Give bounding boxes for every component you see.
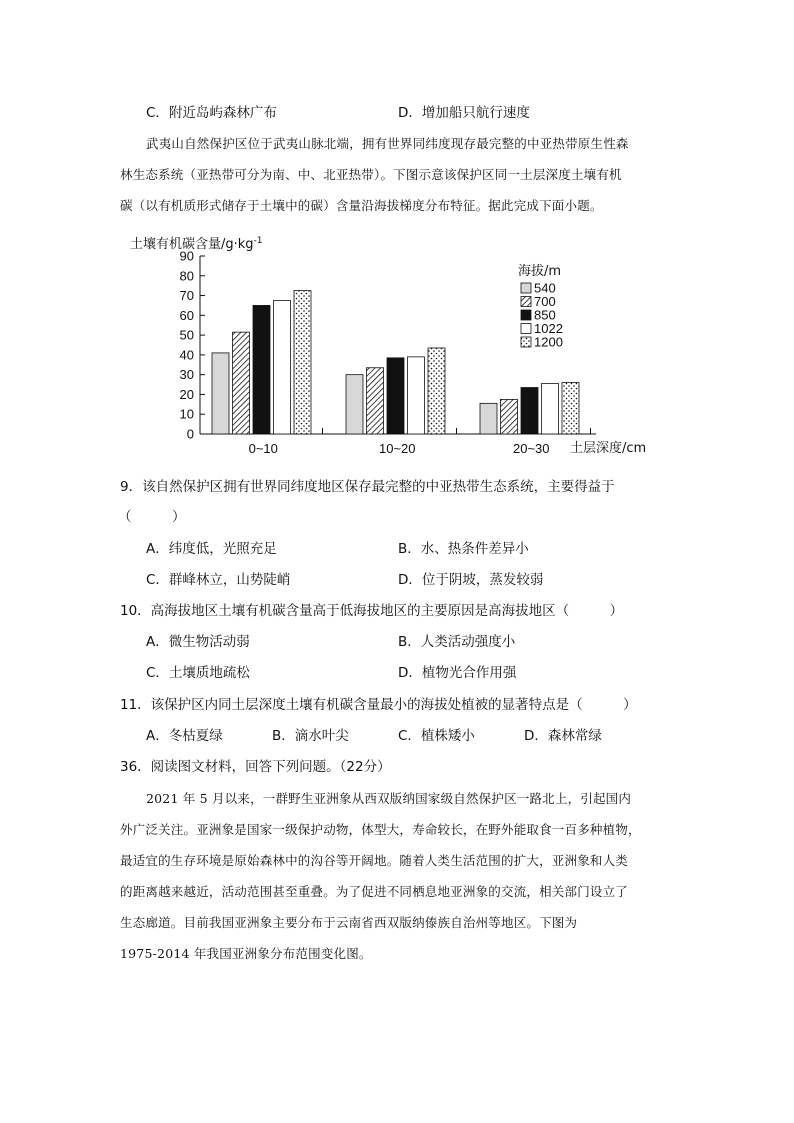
legend-swatch-1022 bbox=[521, 324, 531, 334]
option-d: D．增加船只航行速度 bbox=[398, 105, 530, 121]
legend-label: 540 bbox=[534, 280, 556, 296]
q11-option-c: C．植株矮小 bbox=[398, 728, 475, 744]
q10-option-c: C．土壤质地疏松 bbox=[146, 665, 250, 681]
soil-carbon-bar-chart bbox=[120, 232, 680, 462]
q10-option-b: B．人类活动强度小 bbox=[398, 634, 516, 650]
x-category-label: 20~30 bbox=[512, 441, 550, 456]
y-axis-title: 土壤有机碳含量$/g\cdot kg^{-1}$ bbox=[130, 236, 263, 252]
passage-line: 的距离越来越近，活动范围甚至重叠。为了促进不同栖息地亚洲象的交流，相关部门设立了 bbox=[120, 884, 629, 899]
bar-1200-20~30 bbox=[562, 383, 579, 434]
option-c: C．附近岛屿森林广布 bbox=[146, 105, 277, 121]
y-tick-label: 40 bbox=[179, 347, 194, 363]
passage-line: 碳（以有机质形式储存于土壤中的碳）含量沿海拔梯度分布特征。据此完成下面小题。 bbox=[120, 198, 603, 213]
y-tick-label: 50 bbox=[179, 327, 194, 343]
bar-1200-0~10 bbox=[294, 291, 311, 434]
passage-line: 2021 年 5 月以来，一群野生亚洲象从西双版纳国家级自然保护区一路北上，引起国内 bbox=[146, 791, 632, 806]
legend-swatch-850 bbox=[521, 310, 531, 320]
bar-1022-0~10 bbox=[274, 301, 291, 435]
passage-line: 最适宜的生存环境是原始森林中的沟谷等开阔地。随着人类生活范围的扩大，亚洲象和人类 bbox=[120, 853, 629, 868]
question-9-stem: 9．该自然保护区拥有世界同纬度地区保存最完整的中亚热带生态系统，主要得益于 bbox=[120, 479, 615, 495]
q9-option-d: D．位于阴坡，蒸发较弱 bbox=[398, 572, 544, 588]
legend-swatch-540 bbox=[521, 283, 531, 293]
question-36-stem: 36．阅读图文材料，回答下列问题。（22分） bbox=[120, 759, 391, 775]
legend bbox=[521, 281, 563, 350]
y-tick-label: 90 bbox=[179, 248, 194, 264]
x-category-label: 0~10 bbox=[248, 441, 278, 456]
question-10-stem: 10．高海拔地区土壤有机碳含量高于低海拔地区的主要原因是高海拔地区（ ） bbox=[120, 603, 624, 619]
legend-swatch-1200 bbox=[521, 337, 531, 347]
y-tick-label: 0 bbox=[186, 426, 194, 442]
y-tick-label: 30 bbox=[179, 367, 194, 383]
q11-option-d: D．森林常绿 bbox=[524, 728, 602, 744]
bar-700-0~10 bbox=[233, 332, 250, 434]
y-tick-label: 60 bbox=[179, 307, 194, 323]
bar-540-20~30 bbox=[480, 403, 497, 434]
q9-option-c: C．群峰林立，山势陡峭 bbox=[146, 572, 291, 588]
bar-540-0~10 bbox=[212, 353, 229, 434]
bar-850-20~30 bbox=[521, 388, 538, 434]
passage-line: 外广泛关注。亚洲象是国家一级保护动物，体型大，寿命较长，在野外能取食一百多种植物， bbox=[120, 822, 641, 837]
y-tick-label: 80 bbox=[179, 268, 194, 284]
q10-option-a: A．微生物活动弱 bbox=[146, 634, 250, 650]
bar-700-20~30 bbox=[501, 399, 518, 434]
passage-line: 1975-2014 年我国亚洲象分布范围变化图。 bbox=[120, 946, 372, 961]
question-9-answer-blank: （ ） bbox=[118, 509, 186, 525]
bar-850-0~10 bbox=[253, 305, 270, 434]
q9-option-a: A．纬度低，光照充足 bbox=[146, 541, 277, 557]
bar-1022-20~30 bbox=[542, 384, 559, 434]
bar-850-10~20 bbox=[387, 358, 404, 434]
y-tick-label: 70 bbox=[179, 288, 194, 304]
y-tick-label: 10 bbox=[179, 406, 194, 422]
bar-1022-10~20 bbox=[408, 357, 425, 434]
q10-option-d: D．植物光合作用强 bbox=[398, 665, 517, 681]
q9-option-b: B．水、热条件差异小 bbox=[398, 541, 529, 557]
legend-title: 海拔/m bbox=[518, 264, 562, 279]
passage-line: 武夷山自然保护区位于武夷山脉北端，拥有世界同纬度现存最完整的中亚热带原生性森 bbox=[146, 136, 629, 151]
question-11-stem: 11．该保护区内同土层深度土壤有机碳含量最小的海拔处植被的显著特点是（ ） bbox=[120, 697, 637, 713]
bar-700-10~20 bbox=[367, 368, 384, 434]
legend-label: 1200 bbox=[534, 334, 563, 350]
bar-540-10~20 bbox=[346, 375, 363, 434]
x-category-label: 10~20 bbox=[378, 441, 416, 456]
y-tick-label: 20 bbox=[179, 386, 194, 402]
legend-swatch-700 bbox=[521, 297, 531, 307]
legend-label: 1022 bbox=[534, 321, 563, 336]
x-axis-title: 土层深度/cm bbox=[570, 441, 647, 456]
bar-1200-10~20 bbox=[428, 348, 445, 434]
legend-label: 850 bbox=[534, 307, 556, 323]
q11-option-a: A．冬枯夏绿 bbox=[146, 728, 223, 744]
passage-line: 生态廊道。目前我国亚洲象主要分布于云南省西双版纳傣族自治州等地区。下图为 bbox=[120, 915, 578, 930]
q11-option-b: B．滴水叶尖 bbox=[272, 728, 349, 744]
legend-label: 700 bbox=[534, 294, 556, 309]
passage-line: 林生态系统（亚热带可分为南、中、北亚热带）。下图示意该保护区同一土层深度土壤有机 bbox=[120, 167, 622, 182]
